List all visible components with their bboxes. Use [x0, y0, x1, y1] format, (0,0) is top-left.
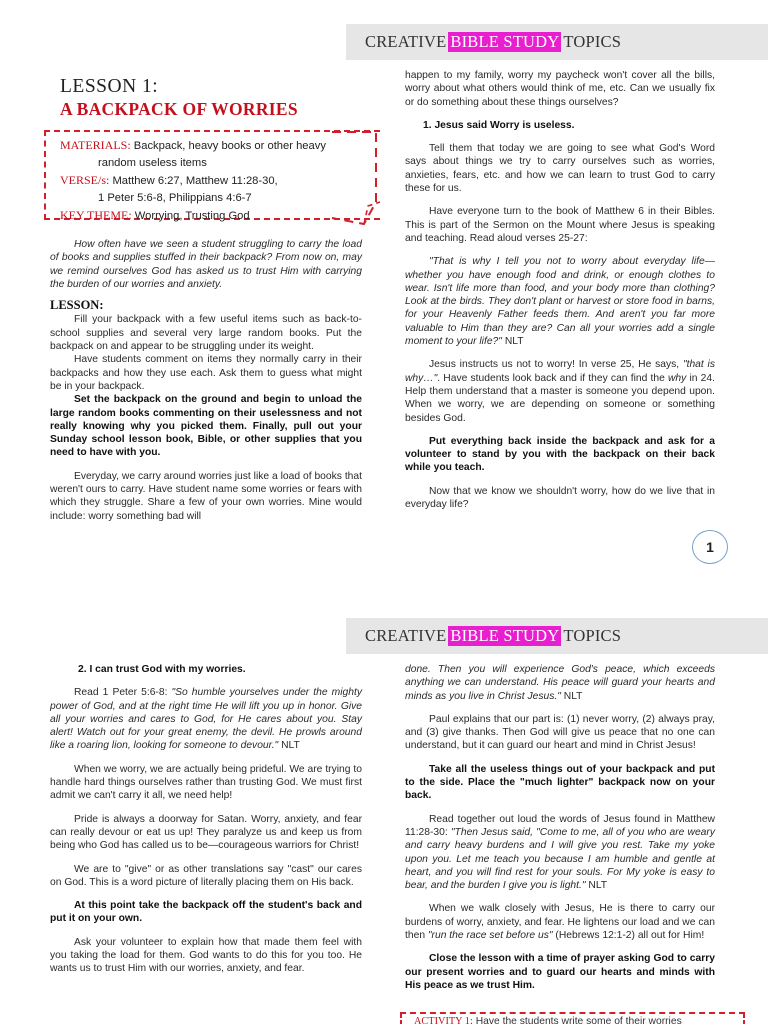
- key-theme-text: Worrying, Trusting God: [131, 210, 250, 222]
- paragraph: Have everyone turn to the book of Matthew 6 in their Bibles. This is part of the Sermon on the Mount where Jesus is speaking and teaching. Read aloud verses 25-27:: [405, 206, 715, 244]
- instruction-paragraph: Put everything back inside the backpack and ask for a volunteer to stand by you with the backpack on their back while you teach.: [405, 435, 715, 474]
- key-theme-label: KEY THEME:: [60, 208, 132, 222]
- activity-label: ACTIVITY 1:: [414, 1016, 473, 1024]
- paragraph: [405, 902, 715, 942]
- activity-box: [400, 1012, 745, 1024]
- instruction-paragraph: At this point take the backpack off the student's back and put it on your own.: [50, 900, 362, 925]
- materials-line-2: random useless items: [98, 157, 207, 169]
- materials-text: Backpack, heavy books or other heavy: [130, 140, 326, 152]
- header-highlight: BIBLE STUDY: [450, 32, 560, 51]
- paragraph: Now that we know we shouldn't worry, how do we live that in everyday life?: [405, 485, 715, 511]
- activity-text: Have the students write some of their worries: [472, 1016, 682, 1024]
- quote-text: done. Then you will experience God's peace, which exceeds anything we can understand. His peace will guard your hearts and minds as you live in Christ Jesus.": [405, 664, 715, 702]
- lesson-title: LESSON 1:: [60, 76, 159, 97]
- intro-paragraph: How often have we seen a student struggling to carry the load of books and supplies stuffed in their backpack? From now on, may we remind ourselves God has asked us to trust Him with carrying the burden of our worries and anxiety.: [50, 239, 362, 290]
- page1-right-column: [405, 69, 715, 511]
- materials-label: MATERIALS:: [60, 138, 131, 152]
- text-run: . Have students look back and if they can find the: [437, 372, 668, 384]
- scripture-paragraph: [50, 686, 362, 752]
- text-run: why: [667, 372, 687, 384]
- instruction-paragraph: Take all the useless things out of your backpack and put to the side. Place the "much lighter" backpack now on your back.: [405, 763, 715, 802]
- quote-source: NLT: [560, 690, 583, 702]
- text-run: When we walk closely with Jesus, He is there to carry our burdens of worry, anxiety, and fear. He lightens our load and we can then: [405, 903, 715, 942]
- quote-text: "So humble yourselves under the mighty power of God, and at the right time He will lift you up in honor. Give all your worries and cares to God, for He cares about you. Stay alert! Watch out for your great enemy, the devil. He prowls around like a roaring lion, looking for someone to devour.": [50, 687, 362, 752]
- paragraph: Everyday, we carry around worries just like a load of books that weren't ours to carry. Have student name some worries or fears with which they struggle. Share a few of your own worries. Mine would include: worry something bad will: [50, 470, 362, 522]
- quote-source: NLT: [585, 880, 608, 892]
- paragraph: When we worry, we are actually being prideful. We are trying to handle hard things ourselves rather than trusting God. We must first admit we can't carry it all, we need help!: [50, 763, 362, 802]
- point-heading: 1. Jesus said Worry is useless.: [423, 119, 575, 131]
- verses-line-2: 1 Peter 5:6-8, Philippians 4:6-7: [98, 192, 252, 204]
- instruction-paragraph: Close the lesson with a time of prayer asking God to carry our present worries and to guard our hearts and minds with His peace as we trust Him.: [405, 953, 715, 991]
- paragraph: [405, 358, 715, 424]
- instruction-paragraph: Set the backpack on the ground and begin to unload the large random books commenting on their uselessness and not really knowing why you picked them. Finally, pull out your Sunday school lesson book, Bible, or other supplies that you need to have with you.: [50, 394, 362, 459]
- verses-text: Matthew 6:27, Matthew 11:28-30,: [109, 175, 278, 187]
- quote-text: "That is why I tell you not to worry about everyday life—whether you have enough food and drink, or enough clothes to wear. Isn't life more than food, and your body more than clothing? Look at the birds. They don't plant or harvest or store food in barns, for your Heavenly Father feeds them. And aren't you far more valuable to Him than they are? Can all your worries add a single moment to your life?": [405, 256, 715, 348]
- header-text-pre: CREATIVE: [365, 626, 447, 645]
- header-text-post: TOPICS: [563, 626, 622, 645]
- paragraph: Paul explains that our part is: (1) never worry, (2) always pray, and (3) give thanks. Then God will give us peace that no one can understand, but it can guard our heart and mind in Christ Jesus!: [405, 713, 715, 752]
- point-heading: 2. I can trust God with my worries.: [78, 664, 246, 675]
- page1-left-column: [50, 238, 362, 523]
- text-run: Jesus instructs us not to worry! In verse 25, He says,: [429, 359, 683, 371]
- page2-header-band: [346, 618, 768, 654]
- scripture-continuation: [405, 663, 715, 703]
- paragraph: We are to "give" or as other translations say "cast" our cares on God. This is a word picture of literally placing them on His back.: [50, 863, 362, 888]
- paragraph: Fill your backpack with a few useful items such as back-to-school supplies and several very large random books. Put the backpack on and appear to be struggling under its weight.: [50, 314, 362, 353]
- page1-header-band: [346, 24, 768, 60]
- paragraph: Ask your volunteer to explain how that made them feel with you taking the load for them. God wants to do this for you too. He wants us to trust Him with our worries, anxiety, and fear.: [50, 936, 362, 975]
- page2-left-column: [50, 663, 362, 976]
- text-run: in 24. Help them understand that a master is someone you depend upon. When we worry, we are depending on someone or something besides God.: [405, 372, 715, 424]
- lesson-subtitle: A BACKPACK OF WORRIES: [60, 99, 298, 119]
- scripture-quote: [405, 255, 715, 348]
- text-run: Read together out loud the words of Jesus found in Matthew 11:28-30:: [405, 813, 715, 838]
- scripture-paragraph: [405, 813, 715, 893]
- lesson-label: LESSON:: [50, 298, 104, 313]
- header-highlight: BIBLE STUDY: [450, 626, 560, 645]
- text-run: (Hebrews 12:1-2) all out for Him!: [552, 930, 705, 942]
- page2-right-column: [405, 663, 715, 992]
- quote-text: "Then Jesus said, "Come to me, all of you who are weary and carry heavy burdens and I will give you rest. Take my yoke upon you. Let me teach you because I am humble and gentle at heart, and you will find rest for your souls. For My yoke is easy to bear, and the burden I give you is light.": [405, 826, 715, 892]
- quote-source: NLT: [278, 740, 300, 752]
- header-text-post: TOPICS: [563, 32, 622, 51]
- paragraph: happen to my family, worry my paycheck won't cover all the bills, worry about what others would think of me, etc. Can we usually fix or do something about these things ourselves?: [405, 70, 715, 108]
- page-curl-decoration: [330, 128, 386, 230]
- quote-text: "run the race set before us": [427, 930, 553, 942]
- header-text-pre: CREATIVE: [365, 32, 447, 51]
- text-run: Read 1 Peter 5:6-8:: [74, 687, 172, 699]
- page-number-badge: 1: [692, 530, 728, 564]
- quote-source: NLT: [501, 336, 524, 348]
- verses-label: VERSE/s:: [60, 173, 110, 187]
- paragraph: Have students comment on items they normally carry in their backpacks and how they use each. Ask them to guess what might be in your backpack.: [50, 354, 362, 392]
- paragraph: Tell them that today we are going to see what God's Word says about things we try to carry ourselves such as worries, anxieties, fears, etc. and how we can learn to trust God to carry these for us.: [405, 143, 715, 195]
- text-run: "that is why…": [405, 359, 715, 384]
- paragraph: Pride is always a doorway for Satan. Worry, anxiety, and fear can really devour or eat us up! They paralyze us and keep us from being who God has called us to be—courageous warriors for Christ!: [50, 813, 362, 852]
